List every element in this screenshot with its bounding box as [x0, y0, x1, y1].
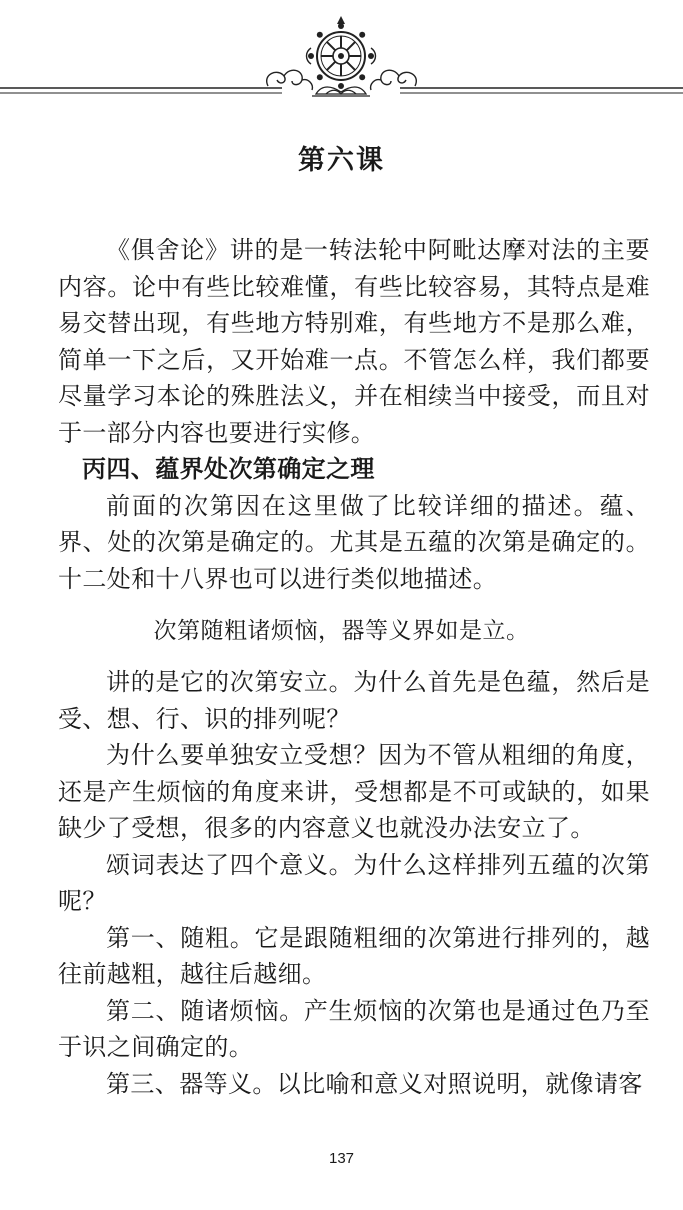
body-text-bottom	[58, 664, 650, 1102]
intro-paragraph: 《俱舍论》讲的是一转法轮中阿毗达摩对法的主要内容。论中有些比较难懂，有些比较容易，其特点是难易交替出现，有些地方特别难，有些地方不是那么难，简单一下之后，又开始难一点。不管怎么样，我们都要尽量学习本论的殊胜法义，并在相续当中接受，而且对于一部分内容也要进行实修。	[58, 236, 650, 447]
dharma-wheel-ornament-icon	[0, 14, 683, 104]
section-heading: 丙四、蕴界处次第确定之理	[82, 454, 375, 483]
paragraph: 颂词表达了四个意义。为什么这样排列五蕴的次第呢？	[58, 850, 650, 915]
paragraph: 第一、随粗。它是跟随粗细的次第进行排列的，越往前越粗，越往后越细。	[58, 923, 650, 988]
paragraph: 第三、器等义。以比喻和意义对照说明，就像请客	[106, 1069, 643, 1098]
page-number: 137	[328, 1150, 355, 1167]
verse-line: 次第随粗诸烦恼，器等义界如是立。	[153, 618, 530, 644]
body-text-top	[58, 232, 650, 597]
chapter-title: 第六课	[298, 145, 385, 176]
section-paragraph: 前面的次第因在这里做了比较详细的描述。蕴、界、处的次第是确定的。尤其是五蕴的次第是确定的。十二处和十八界也可以进行类似地描述。	[58, 491, 650, 593]
paragraph: 第二、随诸烦恼。产生烦恼的次第也是通过色乃至于识之间确定的。	[58, 996, 650, 1061]
paragraph: 为什么要单独安立受想？因为不管从粗细的角度，还是产生烦恼的角度来讲，受想都是不可或缺的，如果缺少了受想，很多的内容意义也就没办法安立了。	[58, 741, 650, 842]
paragraph: 讲的是它的次第安立。为什么首先是色蕴，然后是受、想、行、识的排列呢？	[58, 668, 650, 733]
